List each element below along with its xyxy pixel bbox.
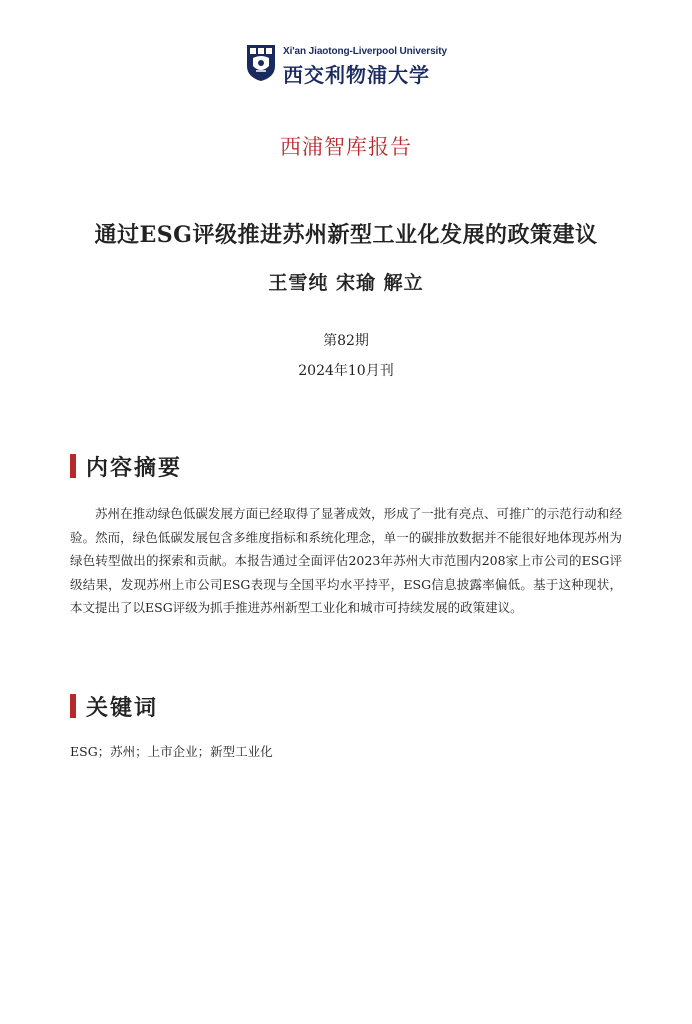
section-marker [70, 694, 76, 718]
university-name-cn: 西交利物浦大学 [283, 63, 430, 87]
report-title: 通过ESG评级推进苏州新型工业化发展的政策建议 [94, 222, 598, 248]
report-authors: 王雪纯 宋瑜 解立 [268, 272, 424, 294]
university-name-en: Xi'an Jiaotong-Liverpool University [283, 46, 447, 57]
publication-date: 2024年10月刊 [298, 363, 394, 379]
university-shield-icon [246, 44, 276, 82]
keywords-text: ESG；苏州；上市企业；新型工业化 [70, 744, 273, 759]
abstract-heading-label: 内容摘要 [86, 454, 183, 481]
section-marker [70, 454, 76, 478]
university-logo [246, 44, 450, 87]
abstract-text: 苏州在推动绿色低碳发展方面已经取得了显著成效，形成了一批有亮点、可推广的示范行动和经验。然而，绿色低碳发展包含多维度指标和系统化理念，单一的碳排放数据并不能很好地体现苏州为绿色转型做出的探索和贡献。本报告通过全面评估2023年苏州大市范围内208家上市公司的ESG评级结果，发现苏州上市公司ESG表现与全国平均水平持平，ESG信息披露率偏低。基于这种现状，本文提出了以ESG评级为抓手推进苏州新型工业化和城市可持续发展的政策建议。 [70, 506, 622, 615]
keywords-heading-label: 关键词 [86, 694, 159, 721]
keywords-heading [70, 692, 158, 720]
issue-number: 第82期 [323, 333, 369, 349]
abstract-heading [70, 452, 182, 480]
report-series: 西浦智库报告 [280, 135, 412, 159]
